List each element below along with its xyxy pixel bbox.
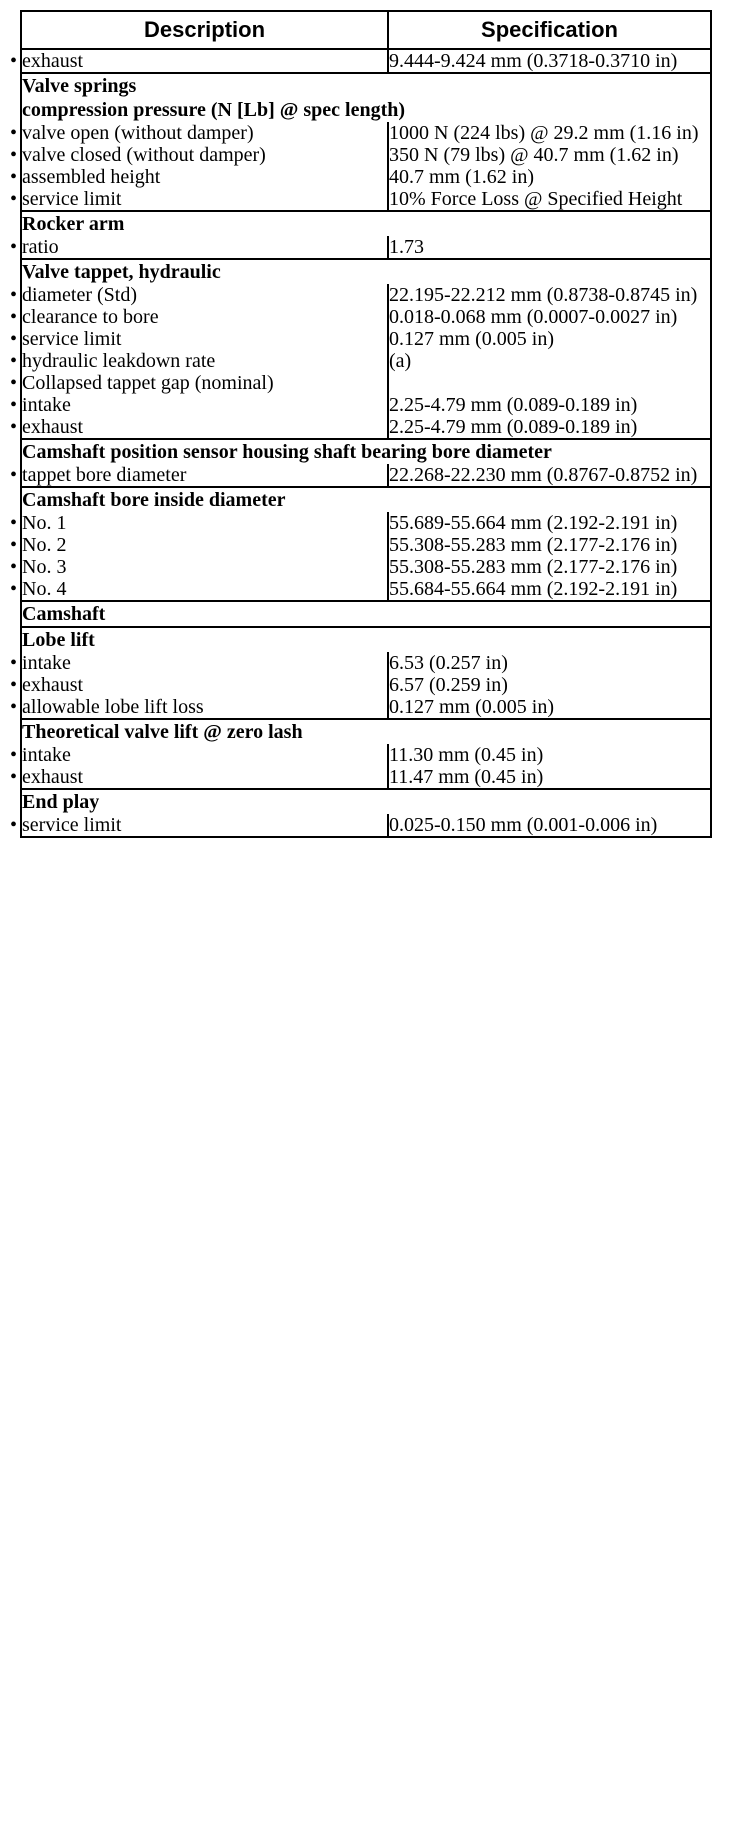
spec-value: 6.53 (0.257 in) [388,652,711,674]
spec-row [21,416,711,439]
spec-description: • allowable lobe lift loss [21,696,388,719]
spec-row [21,394,711,416]
spec-row [21,372,711,394]
spec-description: • intake [21,652,388,674]
section-valve-tappet-hydraulic-header-row [21,259,711,284]
spec-value: 22.268-22.230 mm (0.8767-0.8752 in) [388,464,711,487]
spec-value: 55.308-55.283 mm (2.177-2.176 in) [388,556,711,578]
spec-description: • exhaust [21,49,388,73]
spec-value: 0.025-0.150 mm (0.001-0.006 in) [388,814,711,837]
section-title: Camshaft bore inside diameter [21,487,711,512]
spec-value: 0.018-0.068 mm (0.0007-0.0027 in) [388,306,711,328]
spec-row [21,464,711,487]
section-end-play-header-row [21,789,711,814]
spec-description: • ratio [21,236,388,259]
spec-value: 1.73 [388,236,711,259]
spec-value: 2.25-4.79 mm (0.089-0.189 in) [388,394,711,416]
spec-row [21,696,711,719]
spec-row [21,144,711,166]
spec-value: 2.25-4.79 mm (0.089-0.189 in) [388,416,711,439]
spec-value: 0.127 mm (0.005 in) [388,696,711,719]
spec-row [21,652,711,674]
spec-row [21,49,711,73]
spec-value: 55.308-55.283 mm (2.177-2.176 in) [388,534,711,556]
spec-value: (a) [388,350,711,372]
spec-row [21,814,711,837]
section-title: Lobe lift [21,627,711,652]
spec-value: 0.127 mm (0.005 in) [388,328,711,350]
spec-description: • hydraulic leakdown rate [21,350,388,372]
spec-row [21,744,711,766]
subsection-title: compression pressure (N [Lb] @ spec length) [21,98,711,122]
subsection-header-row [21,98,711,122]
spec-description: • valve open (without damper) [21,122,388,144]
section-title: Rocker arm [21,211,711,236]
spec-row [21,236,711,259]
spec-row [21,122,711,144]
section-title: Valve springs [21,73,711,98]
spec-row [21,284,711,306]
spec-value: 11.47 mm (0.45 in) [388,766,711,789]
spec-row [21,534,711,556]
spec-table-body [17,49,711,837]
spec-value: 40.7 mm (1.62 in) [388,166,711,188]
spec-value: 1000 N (224 lbs) @ 29.2 mm (1.16 in) [388,122,711,144]
spec-row [21,578,711,601]
spec-value: 10% Force Loss @ Specified Height [388,188,711,211]
description-column-header: Description [21,11,388,49]
section-title: Camshaft position sensor housing shaft bearing bore diameter [21,439,711,464]
section-title: Camshaft [21,601,711,627]
spec-description: • No. 1 [21,512,388,534]
spec-description: • service limit [21,188,388,211]
spec-description: • service limit [21,328,388,350]
spec-row [21,306,711,328]
spec-description: • No. 3 [21,556,388,578]
spec-description: • No. 4 [21,578,388,601]
section-camshaft-position-sensor-housing-shaft-bearing-bore-diameter-header-row [21,439,711,464]
spec-description: • exhaust [21,674,388,696]
spec-row [21,556,711,578]
spec-row [21,188,711,211]
section-title: Theoretical valve lift @ zero lash [21,719,711,744]
spec-value: 6.57 (0.259 in) [388,674,711,696]
spec-description: • service limit [21,814,388,837]
spec-description: • assembled height [21,166,388,188]
specification-column-header: Specification [388,11,711,49]
spec-value: 22.195-22.212 mm (0.8738-0.8745 in) [388,284,711,306]
spec-value: 9.444-9.424 mm (0.3718-0.3710 in) [388,49,711,73]
spec-value: 55.684-55.664 mm (2.192-2.191 in) [388,578,711,601]
spec-table [17,10,712,838]
spec-value [388,372,711,394]
spec-value: 350 N (79 lbs) @ 40.7 mm (1.62 in) [388,144,711,166]
section-camshaft-header-row [21,601,711,627]
spec-description: • valve closed (without damper) [21,144,388,166]
spec-value: 55.689-55.664 mm (2.192-2.191 in) [388,512,711,534]
spec-description: • No. 2 [21,534,388,556]
spec-row [21,350,711,372]
section-title: Valve tappet, hydraulic [21,259,711,284]
spec-row [21,766,711,789]
spec-description: • diameter (Std) [21,284,388,306]
spec-row [21,166,711,188]
spec-row [21,328,711,350]
spec-row [21,674,711,696]
spec-description: • exhaust [21,766,388,789]
spec-description: • exhaust [21,416,388,439]
spec-description: • clearance to bore [21,306,388,328]
spec-description: • intake [21,394,388,416]
section-valve-springs-header-row [21,73,711,98]
spec-description: • tappet bore diameter [21,464,388,487]
section-rocker-arm-header-row [21,211,711,236]
section-theoretical-valve-lift-zero-lash-header-row [21,719,711,744]
table-header-row [21,11,711,49]
section-lobe-lift-header-row [21,627,711,652]
spec-row [21,512,711,534]
spec-description: • Collapsed tappet gap (nominal) [21,372,388,394]
spec-value: 11.30 mm (0.45 in) [388,744,711,766]
spec-description: • intake [21,744,388,766]
section-camshaft-bore-inside-diameter-header-row [21,487,711,512]
section-title: End play [21,789,711,814]
